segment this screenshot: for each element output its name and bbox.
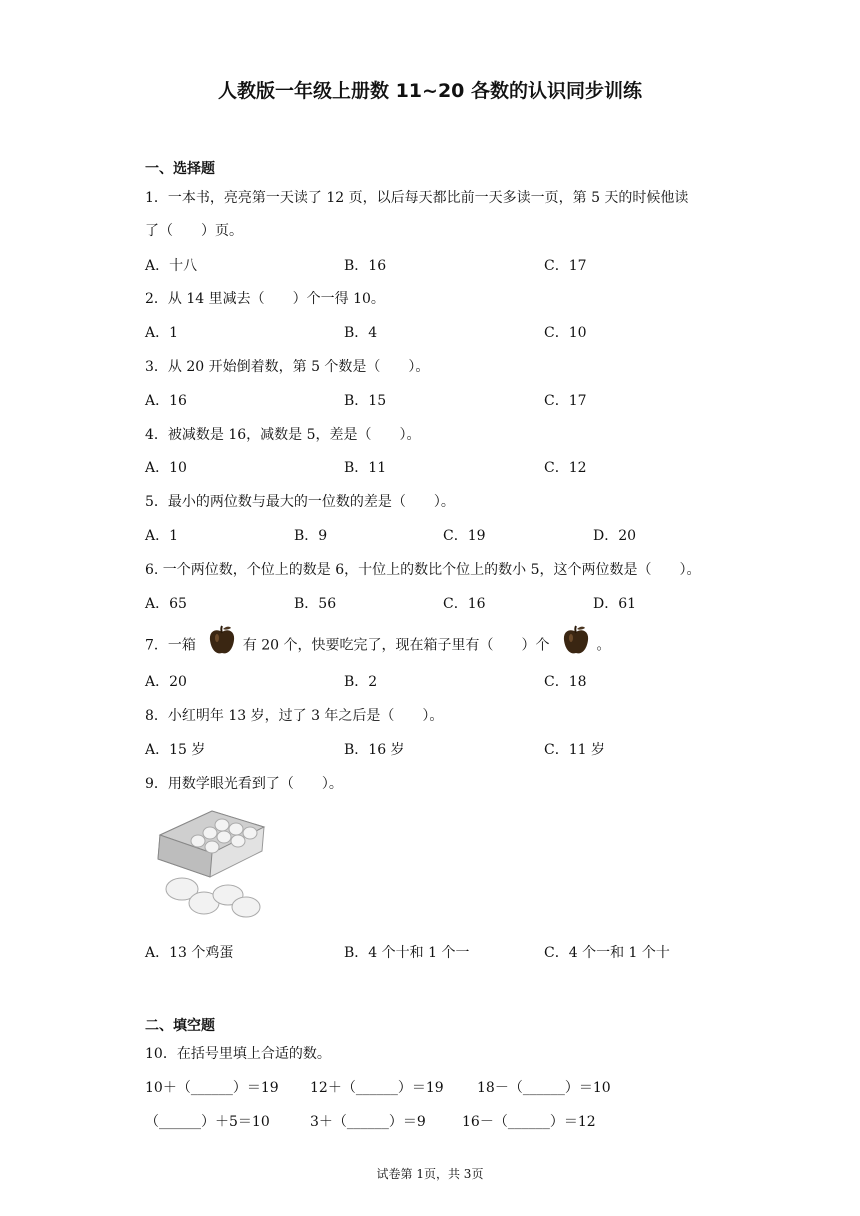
q7-text-end: 。 [596,637,611,654]
section-choice-heading: 一、选择题 [145,161,215,177]
question-9: 9．用数学眼光看到了（ ）。 [145,776,343,792]
question-6: 6. 一个两位数，个位上的数是 6，十位上的数比个位上的数小 5，这个两位数是（ ）。 [145,562,701,578]
fill-equation: （______）＋5＝10 [145,1114,270,1130]
q6-option-d: D．61 [593,596,637,612]
q7-text-start: 7．一箱 [145,637,196,654]
q7-option-b: B．2 [344,674,378,690]
q7-option-a: A．20 [145,674,187,690]
q3-option-c: C．17 [544,393,587,409]
q9-option-a: A．13 个鸡蛋 [145,945,234,961]
q9-option-c: C．4 个一和 1 个十 [544,945,670,961]
q1-option-c: C．17 [544,258,587,274]
q2-option-c: C．10 [544,325,587,341]
q8-option-a: A．15 岁 [145,742,206,758]
question-5: 5．最小的两位数与最大的一位数的差是（ ）。 [145,494,455,510]
fill-equation: 18－（______）＝10 [477,1080,611,1096]
section-fill-heading: 二、填空题 [145,1018,215,1034]
page-footer: 试卷第 1页，共 3页 [376,1167,484,1181]
q6-option-b: B．56 [294,596,337,612]
question-10: 10．在括号里填上合适的数。 [145,1046,331,1062]
q5-option-a: A．1 [145,528,179,544]
q5-option-c: C．19 [443,528,486,544]
fill-equation: 10＋（______）＝19 [145,1080,279,1096]
question-8: 8．小红明年 13 岁，过了 3 年之后是（ ）。 [145,708,444,724]
apple-icon [562,624,590,667]
page-title: 人教版一年级上册数 11~20 各数的认识同步训练 [217,80,643,102]
q9-option-b: B．4 个十和 1 个一 [344,945,470,961]
fill-equation: 12＋（______）＝19 [310,1080,444,1096]
q6-option-a: A．65 [145,596,187,612]
q3-option-b: B．15 [344,393,387,409]
question-3: 3．从 20 开始倒着数，第 5 个数是（ ）。 [145,359,430,375]
q1-option-b: B．16 [344,258,387,274]
question-1-line-1: 1．一本书，亮亮第一天读了 12 页，以后每天都比前一天多读一页，第 5 天的时候他读 [145,190,689,206]
q1-option-a: A．十八 [145,258,198,274]
q4-option-b: B．11 [344,460,387,476]
question-1-line-2: 了（ ）页。 [145,223,243,239]
question-4: 4．被减数是 16，减数是 5，差是（ ）。 [145,427,421,443]
q2-option-a: A．1 [145,325,179,341]
q4-option-a: A．10 [145,460,187,476]
q2-option-b: B．4 [344,325,378,341]
q8-option-b: B．16 岁 [344,742,405,758]
q3-option-a: A．16 [145,393,187,409]
q8-option-c: C．11 岁 [544,742,605,758]
question-7 [145,624,610,667]
fill-equation: 3＋（______）＝9 [310,1114,426,1130]
q7-option-c: C．18 [544,674,587,690]
egg-carton-image [152,807,272,925]
fill-equation: 16－（______）＝12 [462,1114,596,1130]
q7-text-middle: 有 20 个，快要吃完了，现在箱子里有（ ）个 [242,637,550,654]
q6-option-c: C．16 [443,596,486,612]
question-2: 2．从 14 里减去（ ）个一得 10。 [145,291,385,307]
q5-option-d: D．20 [593,528,637,544]
apple-icon [208,624,236,667]
q4-option-c: C．12 [544,460,587,476]
q5-option-b: B．9 [294,528,328,544]
